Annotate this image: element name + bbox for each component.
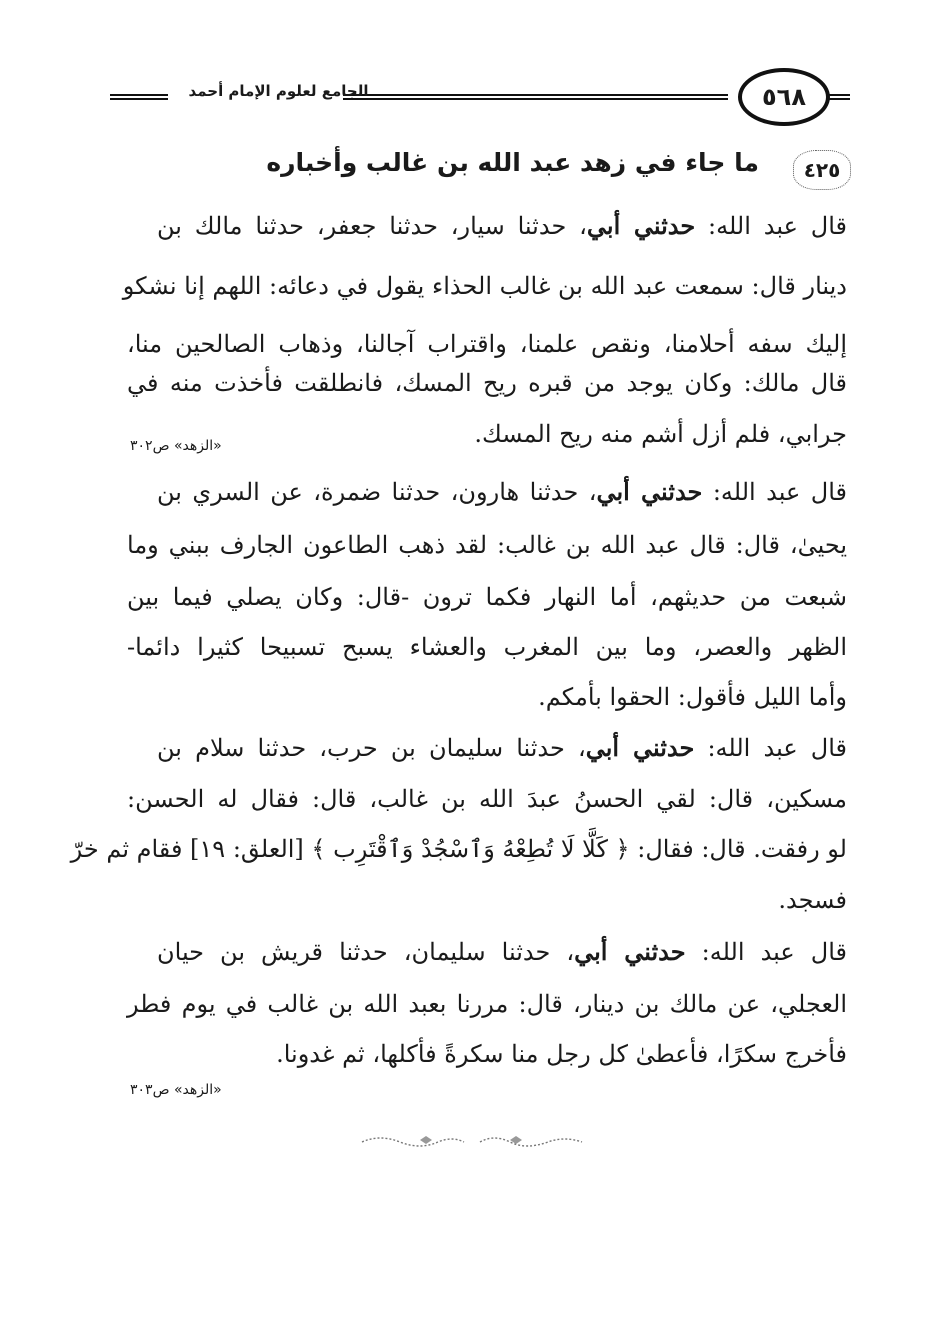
text-line: إليك سفه أحلامنا، ونقص علمنا، واقتراب آجالنا، وذهاب الصالحين منا، [127, 330, 847, 358]
text-line: العجلي، عن مالك بن دينار، قال: مررنا بعبد الله بن غالب في يوم فطر [127, 990, 847, 1018]
text-line: قال عبد الله: حدثني أبي، حدثنا سيار، حدثنا جعفر، حدثنا مالك بن [157, 211, 847, 240]
chapter-heading [231, 146, 851, 196]
running-title: الجامع لعلوم الإمام أحمد [188, 82, 369, 100]
text-line: فسجد. [778, 886, 847, 914]
header-rule-middle [343, 94, 728, 100]
source-reference: «الزهد» ص٣٠٣ [130, 1082, 222, 1098]
chapter-number-badge: ٤٢٥ [793, 150, 851, 190]
text-line: جرابي، فلم أزل أشم منه ريح المسك. [474, 420, 847, 448]
text-line: وأما الليل فأقول: الحقوا بأمكم. [538, 683, 847, 711]
section-end-ornament [360, 1132, 584, 1148]
text-line: مسكين، قال: لقي الحسنُ عبدَ الله بن غالب، قال: فقال له الحسن: [127, 785, 848, 813]
text-line: لو رفقت. قال: فقال: ﴿ كَلَّا لَا تُطِعْهُ وَٱسْجُدْ وَٱقْتَرِب ﴾ [العلق: ١٩] فقام ثم خرّ [70, 835, 847, 863]
header-rule-left [110, 94, 168, 100]
text-line: الظهر والعصر، وما بين المغرب والعشاء يسبح تسبيحا كثيرا دائما- [127, 633, 847, 661]
narrator-emphasis: حدثني أبي [574, 937, 686, 966]
text-line: دينار قال: سمعت عبد الله بن غالب الحذاء يقول في دعائه: اللهم إنا نشكو [122, 272, 847, 300]
text-line: قال عبد الله: حدثني أبي، حدثنا هارون، حدثنا ضمرة، عن السري بن [157, 477, 847, 506]
text-line: شبعت من حديثهم، أما النهار فكما ترون -قال: وكان يصلي فيما بين [127, 583, 847, 611]
text-line: قال عبد الله: حدثني أبي، حدثنا سليمان، حدثنا قريش بن حيان [157, 937, 847, 966]
running-header [110, 68, 850, 128]
text-line: قال مالك: وكان يوجد من قبره ريح المسك، فانطلقت فأخذت منه في [127, 369, 847, 397]
chapter-title: ما جاء في زهد عبد الله بن غالب وأخباره [266, 148, 759, 177]
narrator-emphasis: حدثني أبي [585, 733, 695, 762]
page-number: ٥٦٨ [738, 68, 830, 126]
source-reference: «الزهد» ص٣٠٢ [130, 438, 222, 454]
narrator-emphasis: حدثني أبي [586, 211, 696, 240]
text-line: قال عبد الله: حدثني أبي، حدثنا سليمان بن حرب، حدثنا سلام بن [157, 733, 847, 762]
narrator-emphasis: حدثني أبي [596, 477, 703, 506]
text-line: يحيىٰ، قال: قال عبد الله بن غالب: لقد ذهب الطاعون الجارف ببني وما [127, 531, 847, 559]
text-line: فأخرج سكرًا، فأعطىٰ كل رجل منا سكرةً فأكلها، ثم غدونا. [276, 1040, 847, 1068]
